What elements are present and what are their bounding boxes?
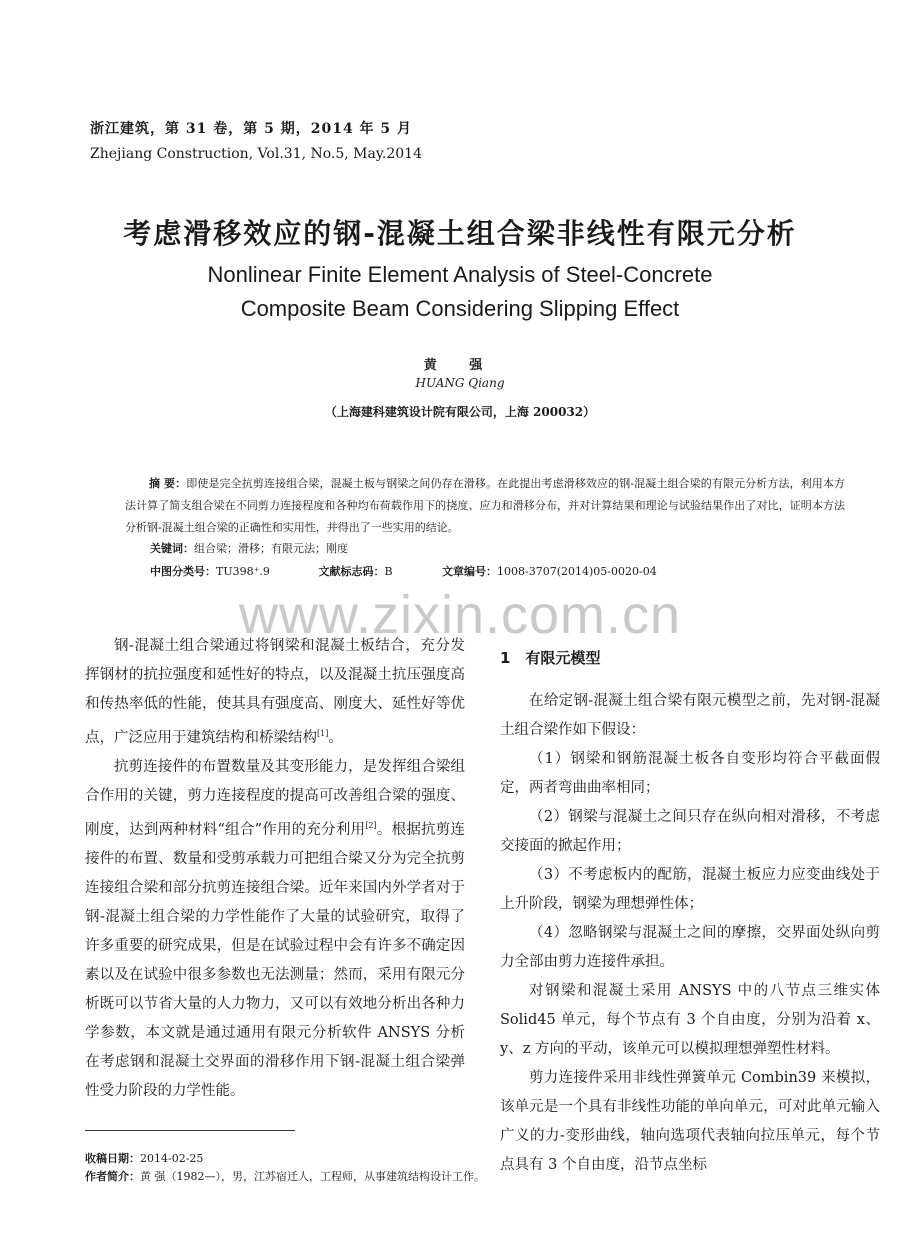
abstract — [125, 473, 845, 539]
keywords-label: 关键词： — [150, 542, 194, 555]
section-heading-1: 1 有限元模型 — [500, 649, 601, 667]
doc-value: B — [384, 565, 393, 578]
received-label: 收稿日期： — [85, 1152, 140, 1165]
clc-value: TU398⁺.9 — [216, 565, 270, 578]
author-affiliation: （上海建科建筑设计院有限公司，上海 200032） — [324, 405, 596, 419]
received-date — [85, 1150, 203, 1166]
fem-paragraph-3: 剪力连接件采用非线性弹簧单元 Combin39 来模拟，该单元是一个具有非线性功能的单向单元，可对此单元输入广义的力-变形曲线，轴向选项代表轴向拉压单元，每个节点具有 3 个自由度，沿节点坐标 — [500, 1070, 880, 1173]
paper-title-en-line2: Composite Beam Considering Slipping Effect — [240, 296, 680, 321]
received-value: 2014-02-25 — [140, 1152, 204, 1165]
intro-paragraph-1 — [85, 632, 465, 753]
bio-value: 黄 强（1982—），男，江苏宿迁人，工程师，从事建筑结构设计工作。 — [140, 1170, 485, 1183]
keywords — [150, 540, 348, 556]
paper-title-cn: 考虑滑移效应的钢-混凝土组合梁非线性有限元分析 — [123, 217, 797, 250]
article-value: 1008-3707(2014)05-0020-04 — [497, 565, 657, 578]
left-column — [85, 632, 465, 1106]
keywords-text: 组合梁；滑移；有限元法；刚度 — [194, 542, 348, 555]
citation-1: [1] — [317, 729, 329, 738]
intro-p1-text: 钢-混凝土组合梁通过将钢梁和混凝土板结合，充分发挥钢材的抗拉强度和延性好的特点，以及混凝土抗压强度高和传热率低的性能，使其具有强度高、刚度大、延性好等优点，广泛应用于建筑结构和桥梁结构 — [85, 638, 465, 746]
assumption-2: （2）钢梁与混凝土之间只存在纵向相对滑移，不考虑交接面的掀起作用； — [500, 809, 880, 854]
citation-2: [2] — [365, 820, 377, 830]
abstract-text: 即使是完全抗剪连接组合梁，混凝土板与钢梁之间仍存在滑移。在此提出考虑滑移效应的钢-混凝土组合梁的有限元分析方法，利用本方法计算了简支组合梁在不同剪力连接程度和各种均布荷载作用下的挠度、应力和滑移分布，并对计算结果和理论与试验结果作出了对比，证明本方法分析钢-混凝土组合梁的正确性和实用性，并得出了一些实用的结论。 — [125, 477, 845, 534]
clc-label: 中图分类号： — [150, 565, 216, 578]
intro-p1-end: 。 — [328, 729, 343, 746]
intro-paragraph-2 — [85, 753, 465, 1106]
assumption-1: （1）钢梁和钢筋混凝土板各自变形均符合平截面假定，两者弯曲曲率相同； — [500, 751, 880, 796]
doc-label: 文献标志码： — [318, 565, 385, 578]
article-number — [442, 563, 657, 579]
classification-info — [150, 563, 870, 579]
assumption-3: （3）不考虑板内的配筋，混凝土板应力应变曲线处于上升阶段，钢梁为理想弹性体； — [500, 867, 880, 912]
intro-p2-text-a: 抗剪连接件的布置数量及其变形能力，是发挥组合梁组合作用的关键，剪力连接程度的提高可改善组合梁的强度、刚度，达到两种材料“组合”作用的充分利用 — [85, 758, 465, 838]
author-name-cn: 黄 强 — [423, 358, 497, 373]
footnote-divider — [85, 1130, 295, 1131]
fem-paragraph-2: 对钢梁和混凝土采用 ANSYS 中的八节点三维实体 Solid45 单元，每个节点有 3 个自由度，分别为沿着 x、y、z 方向的平动，该单元可以模拟理想弹塑性材料。 — [500, 983, 880, 1057]
intro-p2-text-b: 。根据抗剪连接件的布置、数量和受剪承载力可把组合梁又分为完全抗剪连接组合梁和部分抗剪连接组合梁。近年来国内外学者对于钢-混凝土组合梁的力学性能作了大量的试验研究，取得了许多重要的研究成果，但是在试验过程中会有许多不确定因素以及在试验中很多参数也无法测量；然而，采用有限元分析既可以节省大量的人力物力，又可以有效地分析出各种力学参数，本文就是通过通用有限元分析软件 ANSYS 分析在考虑钢和混凝土交界面的滑移作用下钢-混凝土组合梁弹性受力阶段的力学性能。 — [85, 821, 466, 1099]
assumption-4: （4）忽略钢梁与混凝土之间的摩擦，交界面处纵向剪力全部由剪力连接件承担。 — [500, 925, 880, 970]
clc-number — [150, 563, 315, 579]
abstract-label: 摘 要： — [149, 477, 187, 490]
journal-header-cn: 浙江建筑，第 31 卷，第 5 期，2014 年 5 月 — [90, 121, 413, 137]
document-code — [319, 563, 439, 579]
bio-label: 作者简介： — [85, 1170, 140, 1183]
author-bio — [85, 1168, 485, 1184]
fem-paragraph-1: 在给定钢-混凝土组合梁有限元模型之前，先对钢-混凝土组合梁作如下假设： — [500, 693, 880, 738]
article-label: 文章编号： — [442, 565, 497, 578]
author-name-en: HUANG Qiang — [415, 376, 505, 390]
paper-title-en-line1: Nonlinear Finite Element Analysis of Steel-Concrete — [207, 262, 713, 287]
right-column — [500, 644, 880, 1180]
journal-header-en: Zhejiang Construction, Vol.31, No.5, May.2014 — [90, 146, 422, 162]
watermark: www.zixin.com.cn — [238, 585, 682, 645]
